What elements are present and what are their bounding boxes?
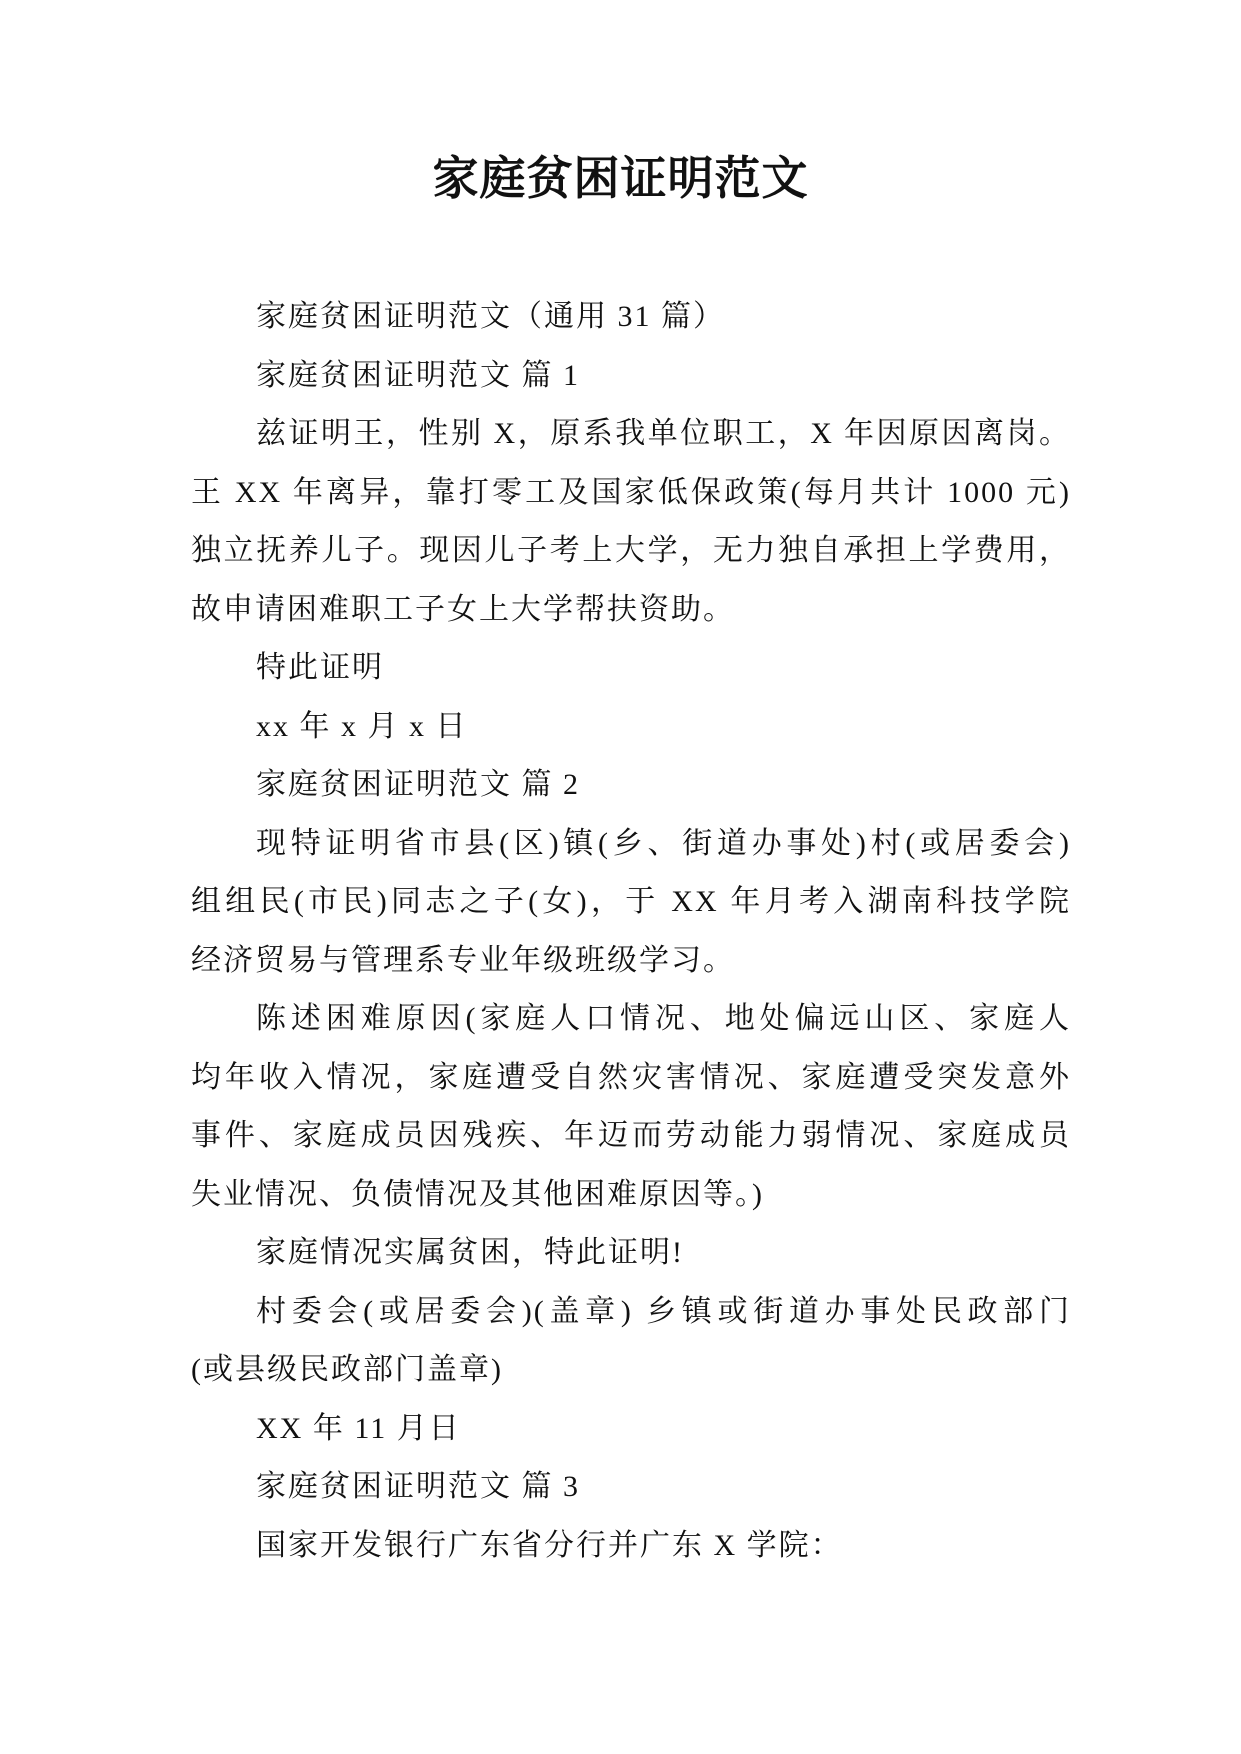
text-line: 均年收入情况，家庭遭受自然灾害情况、家庭遭受突发意外: [191, 1060, 1071, 1094]
text-line: 现特证明省市县(区)镇(乡、街道办事处)村(或居委会): [256, 826, 1071, 860]
text-line: 组组民(市民)同志之子(女)，于 XX 年月考入湖南科技学院: [191, 885, 1071, 918]
text-line: 家庭贫困证明范文 篇 3: [256, 1470, 580, 1503]
document-body: [191, 288, 1071, 1575]
text-line: 失业情况、负债情况及其他困难原因等。): [191, 1177, 764, 1211]
text-line: 家庭贫困证明范文（通用 31 篇）: [256, 300, 725, 333]
signature-block: [191, 1283, 1071, 1400]
date-line: [191, 698, 1071, 757]
salutation-line: [191, 1517, 1071, 1576]
section-heading: [191, 1458, 1071, 1517]
paragraph: [191, 990, 1071, 1224]
text-line: (或县级民政部门盖章): [191, 1353, 503, 1386]
text-line: 家庭情况实属贫困，特此证明!: [256, 1236, 684, 1269]
date-line: [191, 1400, 1071, 1459]
closing-line: [191, 1224, 1071, 1283]
text-line: 家庭贫困证明范文 篇 2: [256, 768, 580, 801]
section-heading: [191, 756, 1071, 815]
closing-line: [191, 639, 1071, 698]
text-line: 村委会(或居委会)(盖章) 乡镇或街道办事处民政部门: [256, 1294, 1071, 1328]
paragraph: [191, 815, 1071, 991]
document-subtitle: [191, 288, 1071, 347]
text-line: 故申请困难职工子女上大学帮扶资助。: [191, 592, 735, 626]
text-line: 家庭贫困证明范文 篇 1: [256, 358, 580, 392]
section-heading: [191, 347, 1071, 406]
paragraph: [191, 405, 1071, 639]
text-line: 王 XX 年离异，靠打零工及国家低保政策(每月共计 1000 元): [191, 475, 1071, 509]
document-title: 家庭贫困证明范文: [432, 153, 809, 204]
text-line: 兹证明王，性别 X，原系我单位职工，X 年因原因离岗。: [256, 417, 1071, 450]
text-line: 独立抚养儿子。现因儿子考上大学，无力独自承担上学费用，: [191, 534, 1071, 567]
text-line: 事件、家庭成员因残疾、年迈而劳动能力弱情况、家庭成员: [191, 1119, 1071, 1152]
text-line: 特此证明: [256, 651, 384, 684]
text-line: 经济贸易与管理系专业年级班级学习。: [191, 943, 735, 977]
text-line: XX 年 11 月日: [256, 1411, 461, 1445]
text-line: 国家开发银行广东省分行并广东 X 学院：: [256, 1528, 843, 1562]
text-line: xx 年 x 月 x 日: [256, 709, 468, 743]
text-line: 陈述困难原因(家庭人口情况、地处偏远山区、家庭人: [256, 1002, 1071, 1035]
